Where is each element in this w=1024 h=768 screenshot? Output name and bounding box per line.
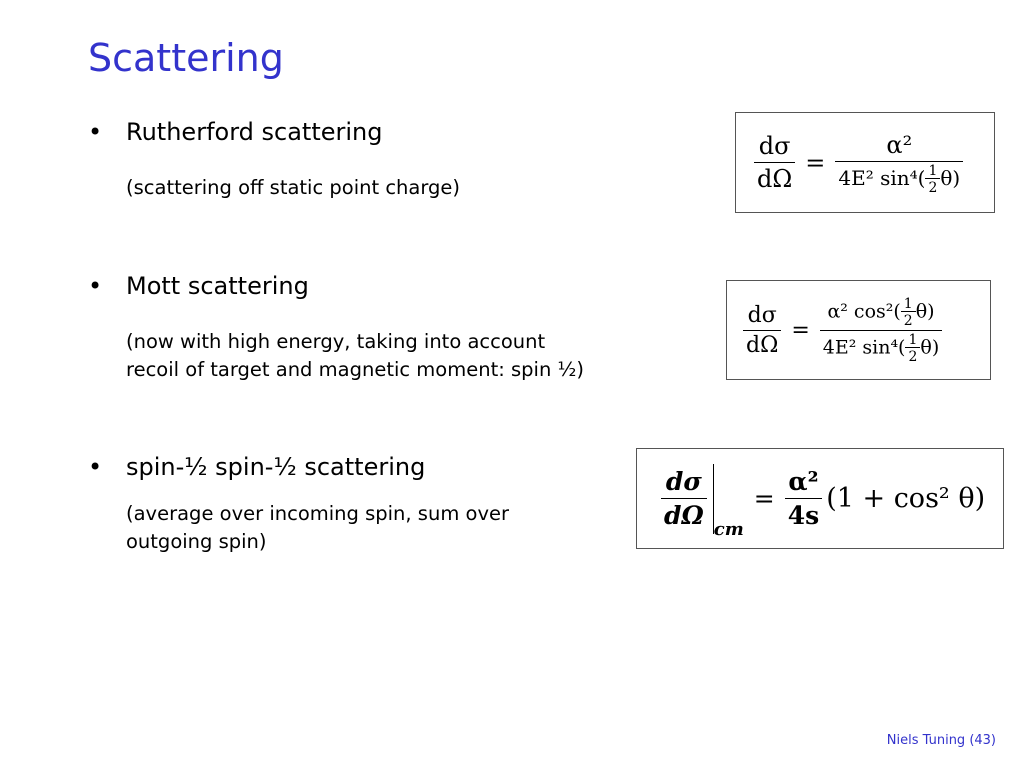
bullet-heading: Mott scattering bbox=[126, 272, 309, 300]
bullet-symbol: • bbox=[88, 272, 103, 300]
lhs-fraction: $\frac{d\sigma}{d\Omega}$ bbox=[661, 467, 707, 530]
lhs-fraction: $\frac{d\sigma}{d\Omega}$ bbox=[754, 132, 795, 193]
footer-credit: Niels Tuning (43) bbox=[886, 733, 996, 748]
rutherford-formula: $\frac{d\sigma}{d\Omega}$ = α² 4E² sin⁴( $\frac{1}{2}$ θ) bbox=[735, 112, 995, 213]
note-line: (scattering off static point charge) bbox=[126, 176, 461, 199]
spin-half-formula: $\frac{d\sigma}{d\Omega}$ cm = $\frac{\text{α²}}{4s}$ (1 + cos² θ) bbox=[636, 448, 1004, 549]
mott-note bbox=[126, 328, 584, 384]
bullet-heading: Rutherford scattering bbox=[126, 118, 383, 146]
formula-tail: (1 + cos² θ) bbox=[826, 483, 986, 514]
rhs-fraction: α² 4E² sin⁴( $\frac{1}{2}$ θ) bbox=[835, 131, 963, 195]
bullet-rutherford bbox=[88, 118, 382, 146]
bullet-spin-half bbox=[88, 453, 425, 481]
note-line: outgoing spin) bbox=[126, 530, 267, 553]
rutherford-note bbox=[126, 174, 460, 202]
rhs-fraction: $\frac{\text{α²}}{4s}$ bbox=[785, 467, 822, 530]
bullet-heading: spin-½ spin-½ scattering bbox=[126, 453, 426, 481]
spin-half-note bbox=[126, 500, 509, 556]
note-line: (average over incoming spin, sum over bbox=[126, 502, 510, 525]
bullet-symbol: • bbox=[88, 453, 103, 481]
lhs-fraction: $\frac{d\sigma}{d\Omega}$ bbox=[743, 303, 781, 358]
mott-formula: $\frac{d\sigma}{d\Omega}$ = α² cos²( $\frac{1}{2}$ θ) 4E² sin⁴( $\frac{1}{2}$ θ) bbox=[726, 280, 991, 380]
bullet-symbol: • bbox=[88, 118, 103, 146]
slide-title: Scattering bbox=[88, 36, 284, 80]
subscript-cm: cm bbox=[713, 519, 744, 540]
note-line: recoil of target and magnetic moment: spin ½) bbox=[126, 358, 585, 381]
note-line: (now with high energy, taking into account bbox=[126, 330, 546, 353]
rhs-fraction: α² cos²( $\frac{1}{2}$ θ) 4E² sin⁴( $\frac{1}{2}$ θ) bbox=[820, 297, 943, 364]
bullet-mott bbox=[88, 272, 309, 300]
